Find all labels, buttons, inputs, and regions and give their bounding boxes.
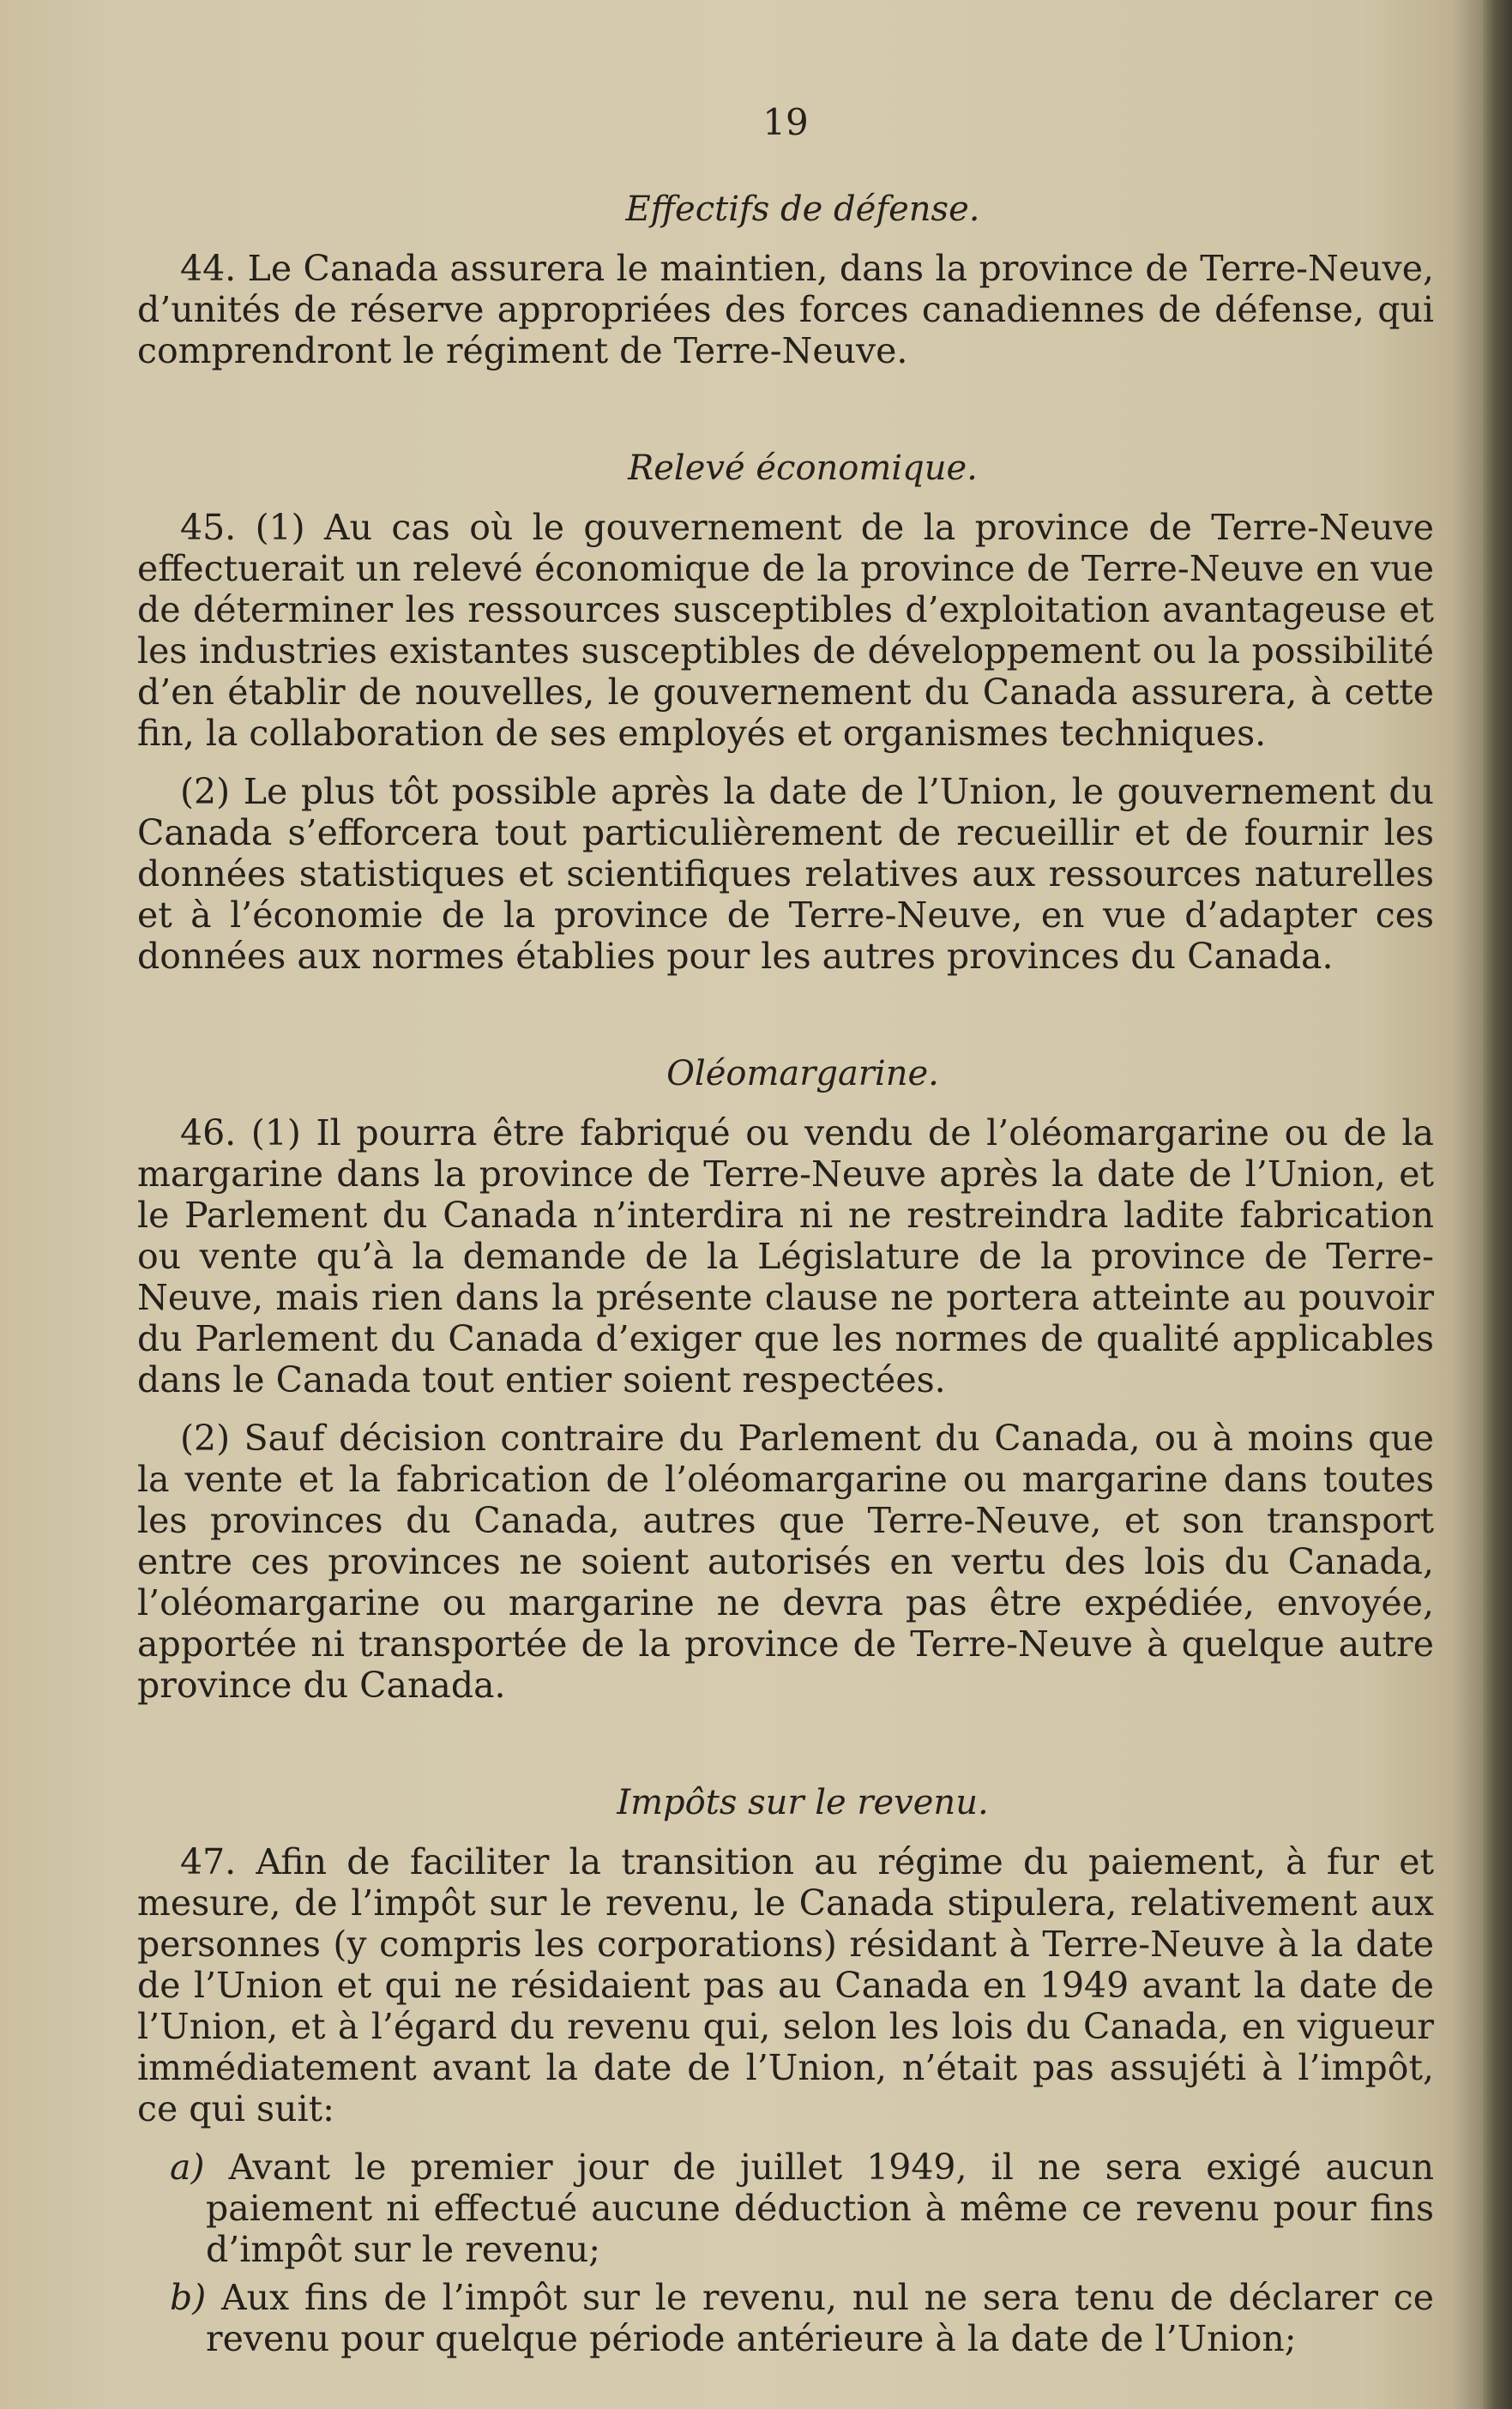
paragraph-46-2: (2) Sauf décision contraire du Parlement du Canada, ou à moins que la vente et la fabrication de l’oléomargarine ou margarine dans toutes les provinces du Canada, autres que Terre-Neuve, et son transport entre ces provinces ne soient autorisés en vertu des lois du Canada, l’oléomargarine ou margarine ne devra pas être expédiée, envoyée, apportée ni transportée de la province de Terre-Neuve à quelque autre province du Canada. [137,1418,1434,1706]
page-content [137,101,1434,2366]
section-heading-oleomargarine: Oléomargarine. [666,1054,939,1093]
section-heading-income-tax: Impôts sur le revenu. [617,1783,989,1822]
page-number: 19 [762,101,809,143]
section-gap [137,994,1434,1054]
paragraph-45-1: 45. (1) Au cas où le gouvernement de la province de Terre-Neuve effectuerait un relevé économique de la province de Terre-Neuve en vue de déterminer les ressources susceptibles d’exploitation avantageuse et les industries existantes susceptibles de développement ou la possibilité d’en établir de nouvelles, le gouvernement du Canada assurera, à cette fin, la collaboration de ses employés et organismes techniques. [137,507,1434,754]
list-item-a [137,2147,1434,2270]
paragraph-47: 47. Afin de faciliter la transition au régime du paiement, à fur et mesure, de l’impôt sur le revenu, le Canada stipulera, relativement aux personnes (y compris les corporations) résidant à Terre-Neuve à la date de l’Union et qui ne résidaient pas au Canada en 1949 avant la date de l’Union, et à l’égard du revenu qui, selon les lois du Canada, en vigueur immédiatement avant la date de l’Union, n’était pas assujéti à l’impôt, ce qui suit: [137,1841,1434,2129]
list-item-label: b) [170,2277,207,2318]
list-item-text: Aux fins de l’impôt sur le revenu, nul ne sera tenu de déclarer ce revenu pour quelque période antérieure à la date de l’Union; [206,2277,1434,2359]
section-gap [137,1723,1434,1783]
list-item-label: a) [170,2147,205,2188]
paragraph-45-2: (2) Le plus tôt possible après la date de l’Union, le gouvernement du Canada s’efforcera tout particulièrement de recueillir et de fournir les données statistiques et scientifiques relatives aux ressources naturelles et à l’économie de la province de Terre-Neuve, en vue d’adapter ces données aux normes établies pour les autres provinces du Canada. [137,771,1434,977]
book-binding-edge [1483,0,1512,2409]
section-heading-defense: Effectifs de défense. [625,190,980,229]
section-gap [137,388,1434,449]
list-item-text: Avant le premier jour de juillet 1949, il ne sera exigé aucun paiement ni effectué aucune déduction à même ce revenu pour fins d’impôt sur le revenu; [206,2147,1434,2270]
paragraph-46-1: 46. (1) Il pourra être fabriqué ou vendu de l’oléomargarine ou de la margarine dans la province de Terre-Neuve après la date de l’Union, et le Parlement du Canada n’interdira ni ne restreindra ladite fabrication ou vente qu’à la demande de la Législature de la province de Terre-Neuve, mais rien dans la présente clause ne portera atteinte au pouvoir du Parlement du Canada d’exiger que les normes de qualité applicables dans le Canada tout entier soient respectées. [137,1112,1434,1400]
list-item-b [137,2277,1434,2359]
paragraph-44: 44. Le Canada assurera le maintien, dans la province de Terre-Neuve, d’unités de réserve appropriées des forces canadiennes de défense, qui comprendront le régiment de Terre-Neuve. [137,248,1434,371]
section-heading-economic-survey: Relevé économique. [628,449,978,488]
